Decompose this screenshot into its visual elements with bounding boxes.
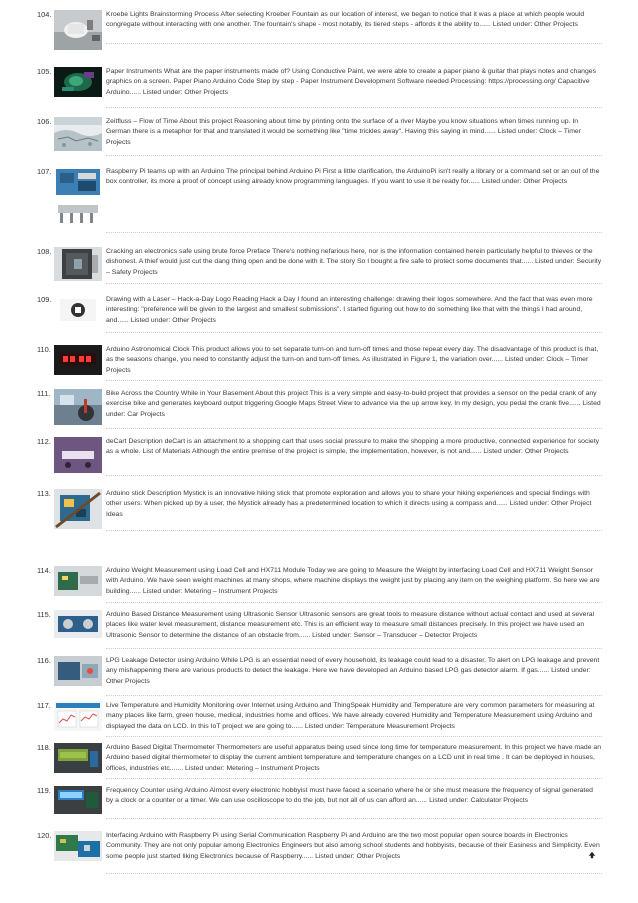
thingspeak-chart-photo[interactable] — [54, 701, 102, 731]
divider — [106, 736, 602, 737]
entry-text: Raspberry Pi teams up with an Arduino The principal behind Arduino Pi First a little clarification, the ArduinoPi isn't really a library or a command set or an out of the box controller, its more a proof of concept using already know programming languages. If you want to use it be ready for...... Listed under: Other Projects — [106, 168, 600, 186]
divider — [106, 818, 602, 819]
frequency-counter-photo[interactable] — [54, 786, 102, 814]
entry-text: Arduino Weight Measurement using Load Cell and HX711 Module Today we are going to Measure the Weight by interfacing Load Cell and HX711 Weight Sensor with Arduino. We have seen weight machines at many shops, where machine displays the weight just by placing any item on the weighing platform. So here we are building...... Listed under: Metering – Instrument Projects — [106, 567, 600, 595]
lcd-thermometer-photo[interactable] — [54, 743, 102, 773]
divider — [106, 380, 602, 381]
exercise-bike-photo[interactable] — [54, 389, 102, 425]
entry-number: 108. — [37, 247, 52, 256]
entry-number: 106. — [37, 117, 52, 126]
entry-number: 115. — [37, 610, 51, 619]
entry-text: LPG Leakage Detector using Arduino While LPG is an essential need of every household, its leakage could lead to a disaster. To alert on LPG leakage and prevent any mishappening there are various products to detect the leakage. Here we have developed an Arduino based LPG gas detector alarm. If gas...... Listed under: Other Projects — [106, 657, 600, 685]
fountain-model-photo[interactable] — [54, 10, 102, 50]
divider — [106, 530, 602, 531]
entry-number: 104. — [37, 10, 52, 19]
paper-instrument-photo[interactable] — [54, 67, 102, 97]
river-print-photo[interactable] — [54, 117, 102, 151]
entry-number: 110. — [37, 345, 51, 354]
entry-number: 107. — [37, 167, 52, 176]
entry-text: Kroebe Lights Brainstorming Process After selecting Kroeber Fountain as our location of interest, we began to notice that it was a place at which people would congregate without interacting with one another. The fountain's shape - most notably, its tiered steps - affords it the ability to...... Listed under: Other Projects — [106, 11, 585, 29]
divider — [106, 232, 602, 233]
arduino-raspberry-photo[interactable] — [54, 831, 102, 861]
entry-text: deCart Description deCart is an attachment to a shopping cart that uses social pressure to make the shopping a more productive, connected experience for society as a whole. List of Materials Although the entire premise of the project is simple, the implementation, however, is not and...... Listed under: Other Projects — [106, 438, 600, 456]
divider — [106, 778, 602, 779]
divider — [106, 332, 602, 333]
divider — [106, 475, 602, 476]
entry-number: 117. — [37, 701, 51, 710]
divider — [106, 873, 602, 874]
entry-text: Arduino Based Digital Thermometer Thermometers are useful apparatus being used since long time for temperature measurement. In this project we have made an Arduino based digital thermometer to display the current ambient temperature and temperature changes on a LCD unit in real time . It can be deployed in houses, offices, industries etc....... Listed under: Metering – Instrument Projects — [106, 744, 602, 772]
entry-text: Live Temperature and Humidity Monitoring over Internet using Arduino and ThingSpeak Humidity and Temperature are very common parameters for measuring at many places like farm, green house, medical, industries home and offices. We have already covered Humidity and Temperature Measurement using Arduino and displayed the data on LCD. In this IoT project we are going to...... Listed under: Temperature Measurement Projects — [106, 702, 595, 730]
entry-number: 114. — [37, 566, 51, 575]
led-clock-photo[interactable] — [54, 345, 102, 375]
entry-text: Cracking an electronics safe using brute force Preface There's nothing nefarious here, nor is the information contained herein particularly helpful to thieves or the dishonest. A thief would just cut the dang thing open and be done with it. The story So I bought a fire safe to protect some documents that...... Listed under: Security – Safety Projects — [106, 248, 602, 276]
entry-number: 111. — [37, 389, 51, 398]
divider — [106, 43, 602, 44]
entry-text: Bike Across the Country While in Your Basement About this project This is a very simple and easy-to-build project that provides a sensor on the pedal crank of any exercise bike and generates keyboard output triggering Google Maps Street View to advance via the up arrow key. In my design, you pedal the crank five...... Listed under: Car Projects — [106, 390, 601, 418]
entry-text: Arduino stick Description Mystick is an innovative hiking stick that promote exploration and allows you to share your hiking experiences and special findings with other users. When picked up by a user, the Mystick already has a predetermined location to which it directs using a compass and...... Listed under: Other Project Ideas — [106, 490, 592, 518]
entry-text: Drawing with a Laser – Hack-a-Day Logo Reading Hack a Day I found an interesting challenge: drawing their logos somewhere. And the fact that was even more interesting: "preference will be given to the largest and smallest submissions". I started figuring out how to do something like that with the things I had around, and...... Listed under: Other Projects — [106, 296, 593, 324]
ultrasonic-sensor-photo[interactable] — [54, 610, 102, 638]
entry-text: Paper Instruments What are the paper instruments made of? Using Conductive Paint, we were able to create a paper piano & guitar that plays notes and changes graphics on a screen. Paper Piano Arduino Code Step by step - Paper Instrument Development Software needed Processing: https://processing.org/ Capacitive Arduino...... Listed under: Other Projects — [106, 68, 596, 96]
entry-text: Arduino Astronomical Clock This product allows you to set separate turn-on and turn-off times and those repeat every day. The disadvantage of this product is that, as the seasons change, you need to constantly adjust the turn-on and turn-off times. As illustrated in Figure 1, the variation over...... Listed under: Clock – Timer Projects — [106, 346, 599, 374]
entry-number: 120. — [37, 831, 52, 840]
arrow-up-icon[interactable] — [588, 851, 596, 859]
safe-keypad-photo[interactable] — [54, 247, 102, 281]
lpg-detector-photo[interactable] — [54, 656, 102, 686]
entry-number: 116. — [37, 656, 51, 665]
load-cell-photo[interactable] — [54, 566, 102, 596]
entry-number: 105. — [37, 67, 52, 76]
divider — [106, 602, 602, 603]
entry-number: 119. — [37, 786, 51, 795]
entry-number: 118. — [37, 743, 51, 752]
entry-text: Zeitfluss – Flow of Time About this project Reasoning about time by printing onto the surface of a river Maybe you know situations when times running up. In German there is a metaphor for that and translated it would be something like "time trickles away". Having this saying in mind...... Listed under: Clock – Timer Projects — [106, 118, 582, 146]
entry-number: 109. — [37, 295, 52, 304]
divider — [106, 695, 602, 696]
divider — [106, 648, 602, 649]
entry-number: 112. — [37, 437, 51, 446]
entry-text: Interfacing Arduino with Raspberry Pi using Serial Communication Raspberry Pi and Arduino are the two most popular open source boards in Electronics Community. They are not only popular among Electronics Engineers but also among school students and hobbyists, because of their Easiness and Simplicity. Even some people just started liking Electronics because of Raspberry...... Listed under: Other Projects — [106, 832, 600, 860]
entry-number: 113. — [37, 489, 51, 498]
raspberry-pi-board-photo[interactable] — [54, 167, 102, 225]
divider — [106, 155, 602, 156]
entry-text: Arduino Based Distance Measurement using Ultrasonic Sensor Ultrasonic sensors are great tools to measure distance without actual contact and used at several places like water level measurement, distance measurement etc. This is an efficient way to measure small distances precisely. In this project we have used an Ultrasonic Sensor to determine the distance of an obstacle from...... Listed under: Sensor – Transducer – Detector Projects — [106, 611, 595, 639]
divider — [106, 428, 602, 429]
hiking-stick-circuit-photo[interactable] — [54, 489, 102, 529]
divider — [106, 107, 602, 108]
divider — [106, 283, 602, 284]
laser-logo-photo[interactable] — [54, 295, 102, 325]
entry-text: Frequency Counter using Arduino Almost every electronic hobbyist must have faced a scenario where he or she must measure the frequency of signal generated by a clock or a counter or a timer. We can use oscilloscope to do the job, but not all of us can afford an...... Listed under: Calculator Projects — [106, 787, 593, 805]
decart-logo-photo[interactable] — [54, 437, 102, 473]
